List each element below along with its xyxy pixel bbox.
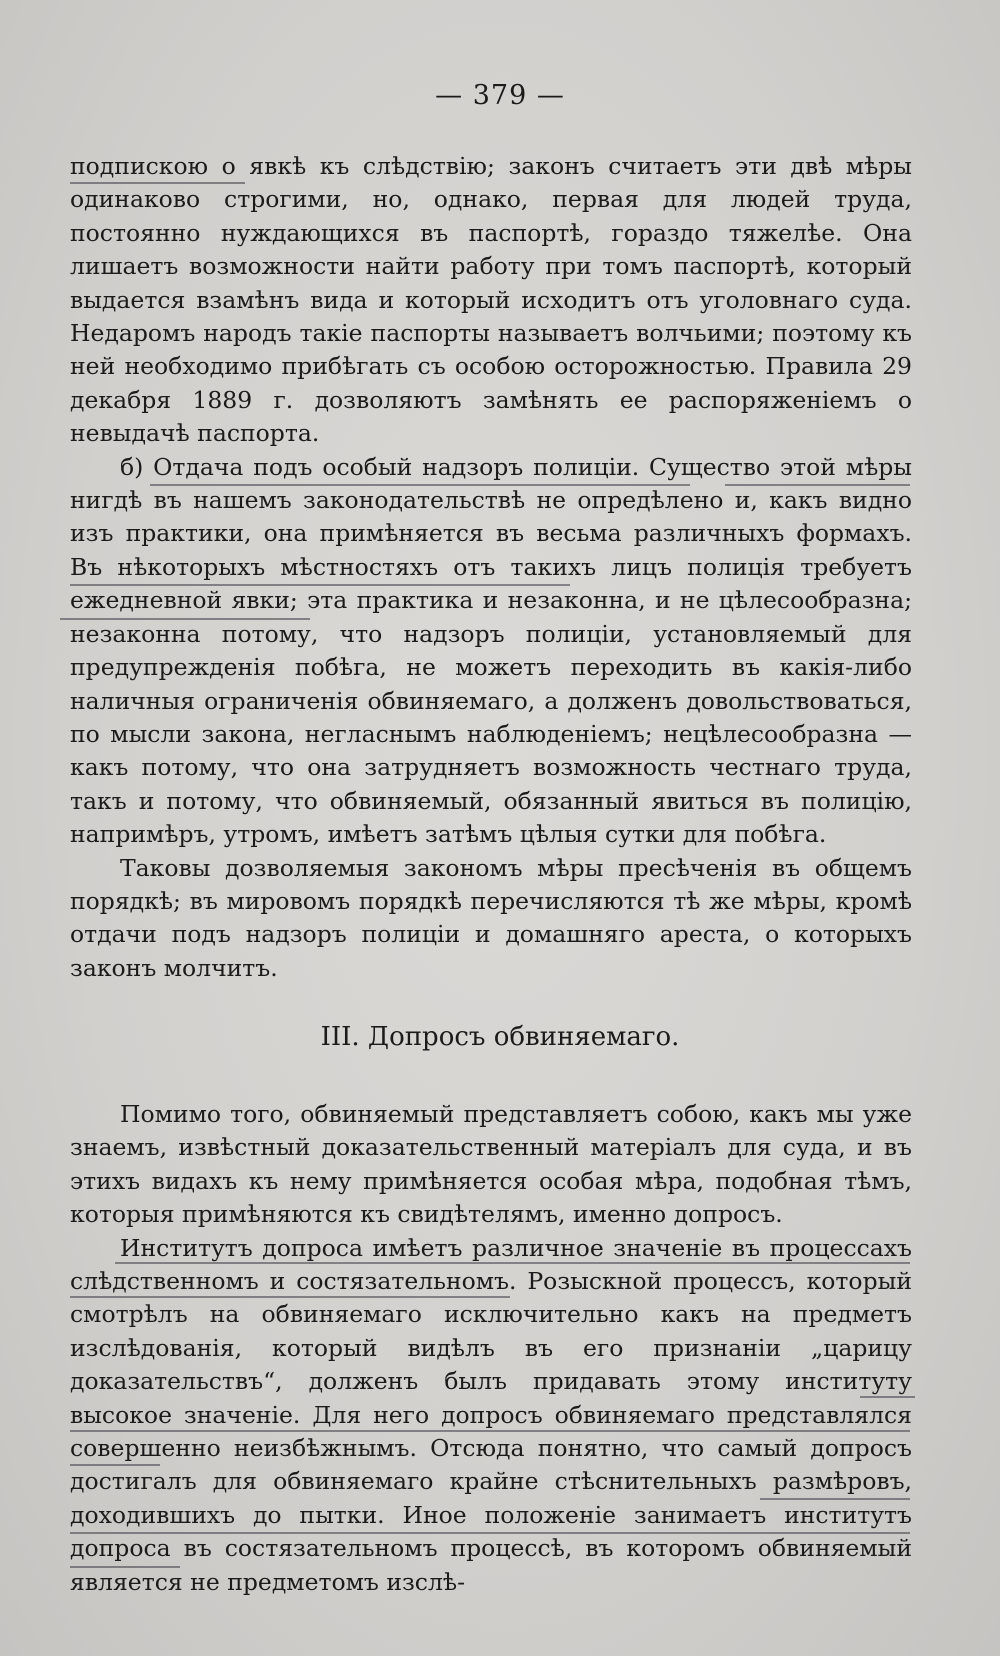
paragraph-interrogation-institute: Институтъ допроса имѣетъ различное значеніе въ процессахъ слѣдственномъ и состязательномъ. Розыскной процессъ, который смотрѣлъ на обвиняемаго исключительно какъ на предметъ изслѣдованія, который видѣлъ въ его признаніи „царицу доказательствъ“, долженъ былъ придавать этому институту высокое значеніе. Для него допросъ обвиняемаго представлялся совершенно неизбѣжнымъ. Отсюда понятно, что самый допросъ достигалъ для обвиняемаго крайне стѣснительныхъ размѣровъ, доходившихъ до пытки. Иное положеніе занимаетъ институтъ допроса въ состязательномъ процессѣ, въ которомъ обвиняемый является не предметомъ изслѣ- [70, 1233, 912, 1596]
pencil-underline [115, 1262, 910, 1264]
paragraph-measures-summary: Таковы дозволяемыя закономъ мѣры пресѣченія въ общемъ порядкѣ; въ мировомъ порядкѣ перечисляются тѣ же мѣры, кромѣ отдачи подъ надзоръ полиціи и домашняго ареста, о которыхъ законъ молчитъ. [70, 853, 912, 982]
text-block-lower [70, 1098, 912, 1599]
pencil-underline [760, 1498, 910, 1500]
pencil-underline [70, 1532, 910, 1534]
paragraph-accused-material: Помимо того, обвиняемый представляетъ собою, какъ мы уже знаемъ, извѣстный доказательственный матеріалъ для суда, и въ этихъ видахъ къ нему примѣняется особая мѣра, подобная тѣмъ, которыя примѣняются къ свидѣтелямъ, именно допросъ. [70, 1100, 912, 1229]
section-heading: III. Допросъ обвиняемаго. [320, 1022, 680, 1052]
pencil-underline [70, 182, 245, 184]
pencil-underline [860, 1396, 915, 1398]
pencil-underline [70, 584, 570, 586]
pencil-underline [70, 1464, 160, 1466]
pencil-underline [70, 1566, 180, 1568]
pencil-underline [60, 618, 310, 620]
pencil-underline [70, 1430, 910, 1432]
pencil-underline [70, 1296, 510, 1298]
pencil-underline [725, 484, 910, 486]
text-block-upper [70, 150, 912, 985]
pencil-underline [150, 484, 690, 486]
paragraph-continuation: подпискою о явкѣ къ слѣдствію; законъ считаетъ эти двѣ мѣры одинаково строгими, но, однако, первая для людей труда, постоянно нуждающихся въ паспортѣ, гораздо тяжелѣе. Она лишаетъ возможности найти работу при томъ паспортѣ, который выдается взамѣнъ вида и который исходитъ отъ уголовнаго суда. Недаромъ народъ такіе паспорты называетъ волчьими; поэтому къ ней необходимо прибѣгать съ особою осторожностью. Правила 29 декабря 1889 г. дозволяютъ замѣнять ее распоряженіемъ о невыдачѣ паспорта. [70, 152, 912, 448]
paragraph-police-supervision: б) Отдача подъ особый надзоръ полиціи. Существо этой мѣры нигдѣ въ нашемъ законодательствѣ не опредѣлено и, какъ видно изъ практики, она примѣняется въ весьма различныхъ формахъ. Въ нѣкоторыхъ мѣстностяхъ отъ такихъ лицъ полиція требуетъ ежедневной явки; эта практика и незаконна, и не цѣлесообразна; незаконна потому, что надзоръ полиціи, установляемый для предупрежденія побѣга, не можетъ переходить въ какія-либо наличныя ограниченія обвиняемаго, а долженъ довольствоваться, по мысли закона, негласнымъ наблюденіемъ; нецѣлесообразна — какъ потому, что она затрудняетъ возможность честнаго труда, такъ и потому, что обвиняемый, обязанный явиться въ полицію, напримѣръ, утромъ, имѣетъ затѣмъ цѣлыя сутки для побѣга. [70, 452, 912, 849]
page-number: — 379 — [435, 80, 565, 111]
